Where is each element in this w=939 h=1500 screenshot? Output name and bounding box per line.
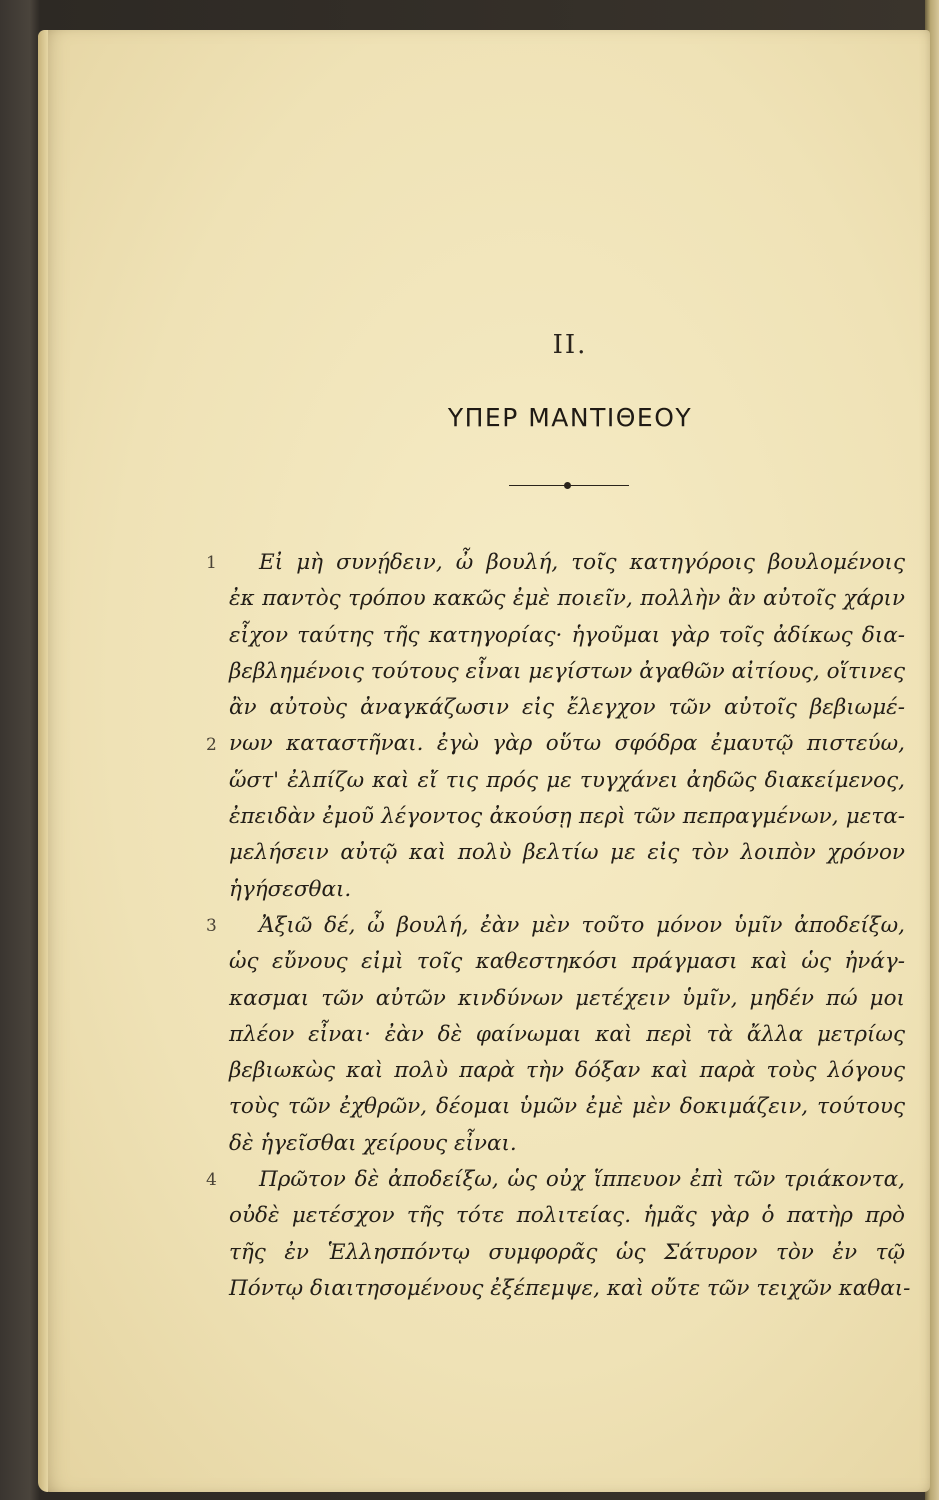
text-line: μελήσειν αὐτῷ καὶ πολὺ βελτίω με εἰς τὸν λοιπὸν χρόνον [229,840,905,866]
text-line: Πόντῳ διαιτησομένους ἐξέπεμψε, καὶ οὔτε τῶν τειχῶν καθαι- [229,1275,911,1301]
page-fold-shadow [38,30,48,1492]
text-line: βεβλημένοις τούτους εἶναι μεγίστων ἀγαθῶν αἰτίους, οἵτινες [229,658,905,684]
text-line: νων καταστῆναι. ἐγὼ γὰρ οὕτω σφόδρα ἐμαυτῷ πιστεύω, [229,731,905,757]
text-line: ἐπειδὰν ἐμοῦ λέγοντος ἀκούσῃ περὶ τῶν πεπραγμένων, μετα- [229,804,905,830]
text-line: ὡς εὔνους εἰμὶ τοῖς καθεστηκόσι πράγμασι καὶ ὡς ἠνάγ- [229,949,905,975]
text-line: τῆς ἐν Ἑλλησπόντῳ συμφορᾶς ὡς Σάτυρον τὸν ἐν τῷ [229,1239,905,1265]
text-line: βεβιωκὼς καὶ πολὺ παρὰ τὴν δόξαν καὶ παρὰ τοὺς λόγους [229,1058,905,1084]
text-line: πλέον εἶναι· ἐὰν δὲ φαίνωμαι καὶ περὶ τὰ ἄλλα μετρίως [229,1021,905,1047]
text-line: εἶχον ταύτης τῆς κατηγορίας· ἡγοῦμαι γὰρ τοῖς ἀδίκως δια- [229,622,905,648]
body-text [229,545,911,1307]
section-number-1: 1 [206,553,217,573]
speech-title: ΥΠΕΡ ΜΑΝΤΙΘΕΟΥ [447,403,693,432]
text-line: ἡγήσεσθαι. [229,876,352,902]
section-number-2: 2 [206,735,217,755]
section-number-3: 3 [206,916,217,936]
section-number-4: 4 [206,1170,217,1190]
text-line: τοὺς τῶν ἐχθρῶν, δέομαι ὑμῶν ἐμὲ μὲν δοκιμάζειν, τούτους [229,1094,905,1120]
text-line: δὲ ἡγεῖσθαι χείρους εἶναι. [229,1130,517,1156]
text-line: Εἰ μὴ συνῄδειν, ὦ βουλή, τοῖς κατηγόροις βουλομένοις [259,550,905,575]
text-line: οὐδὲ μετέσχον τῆς τότε πολιτείας. ἡμᾶς γὰρ ὁ πατὴρ πρὸ [229,1203,905,1229]
text-line: Ἀξιῶ δέ, ὦ βουλή, ἐὰν μὲν τοῦτο μόνον ὑμῖν ἀποδείξω, [259,912,905,938]
chapter-number: II. [552,330,588,360]
text-line: ἂν αὐτοὺς ἀναγκάζωσιν εἰς ἔλεγχον τῶν αὐτοῖς βεβιωμέ- [229,695,905,721]
text-line: ἐκ παντὸς τρόπου κακῶς ἐμὲ ποιεῖν, πολλὴν ἂν αὐτοῖς χάριν [229,586,905,612]
text-line: Πρῶτον δὲ ἀποδείξω, ὡς οὐχ ἵππευον ἐπὶ τῶν τριάκοντα, [259,1167,905,1193]
text-line: ὥστ' ἐλπίζω καὶ εἴ τις πρός με τυγχάνει ἀηδῶς διακείμενος, [229,767,905,793]
divider-ornament-dot [564,482,571,489]
text-line: κασμαι τῶν αὐτῶν κινδύνων μετέχειν ὑμῖν, μηδέν πώ μοι [229,985,905,1011]
